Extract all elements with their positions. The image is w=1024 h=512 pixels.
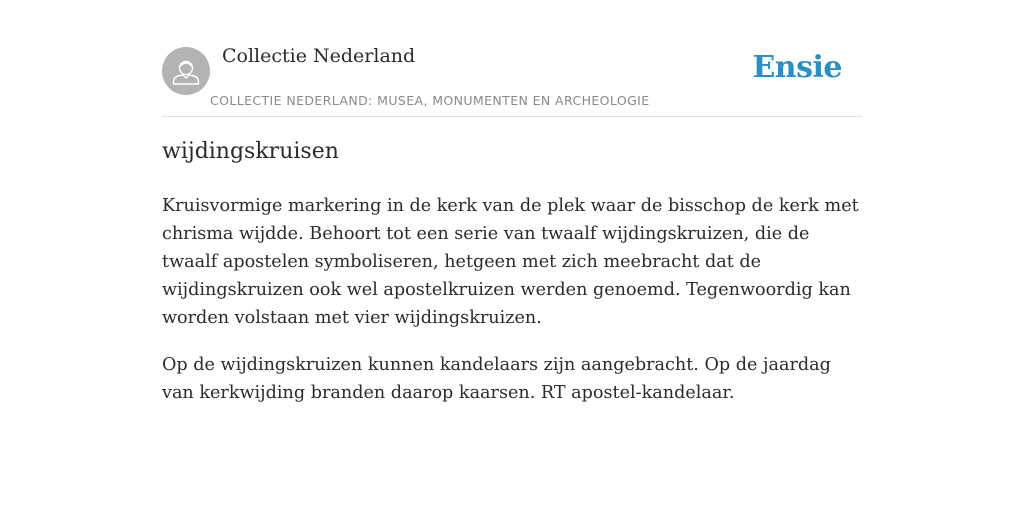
entry-paragraph: Op de wijdingskruizen kunnen kandelaars zijn aangebracht. Op de jaardag van kerkwijding branden daarop kaarsen. RT apostel-kandelaar. [162,355,831,403]
author-subtitle: COLLECTIE NEDERLAND: MUSEA, MONUMENTEN EN ARCHEOLOGIE [210,93,650,108]
entry-title: wijdingskruisen [162,139,339,164]
entry-paragraph: Kruisvormige markering in de kerk van de plek waar de bisschop de kerk met chrisma wijdde. Behoort tot een serie van twaalf wijdingskruizen, die de twaalf apostelen symboliseren, hetgeen met zich meebracht dat de wijdingskruizen ook wel apostelkruizen werden genoemd. Tegenwoordig kan worden volstaan met vier wijdingskruizen. [162,196,859,328]
user-avatar-icon[interactable] [162,47,210,95]
ensie-logo[interactable]: Ensie [752,50,842,85]
entry-body [162,192,862,426]
author-name[interactable]: Collectie Nederland [222,45,416,67]
author-header [162,0,862,117]
